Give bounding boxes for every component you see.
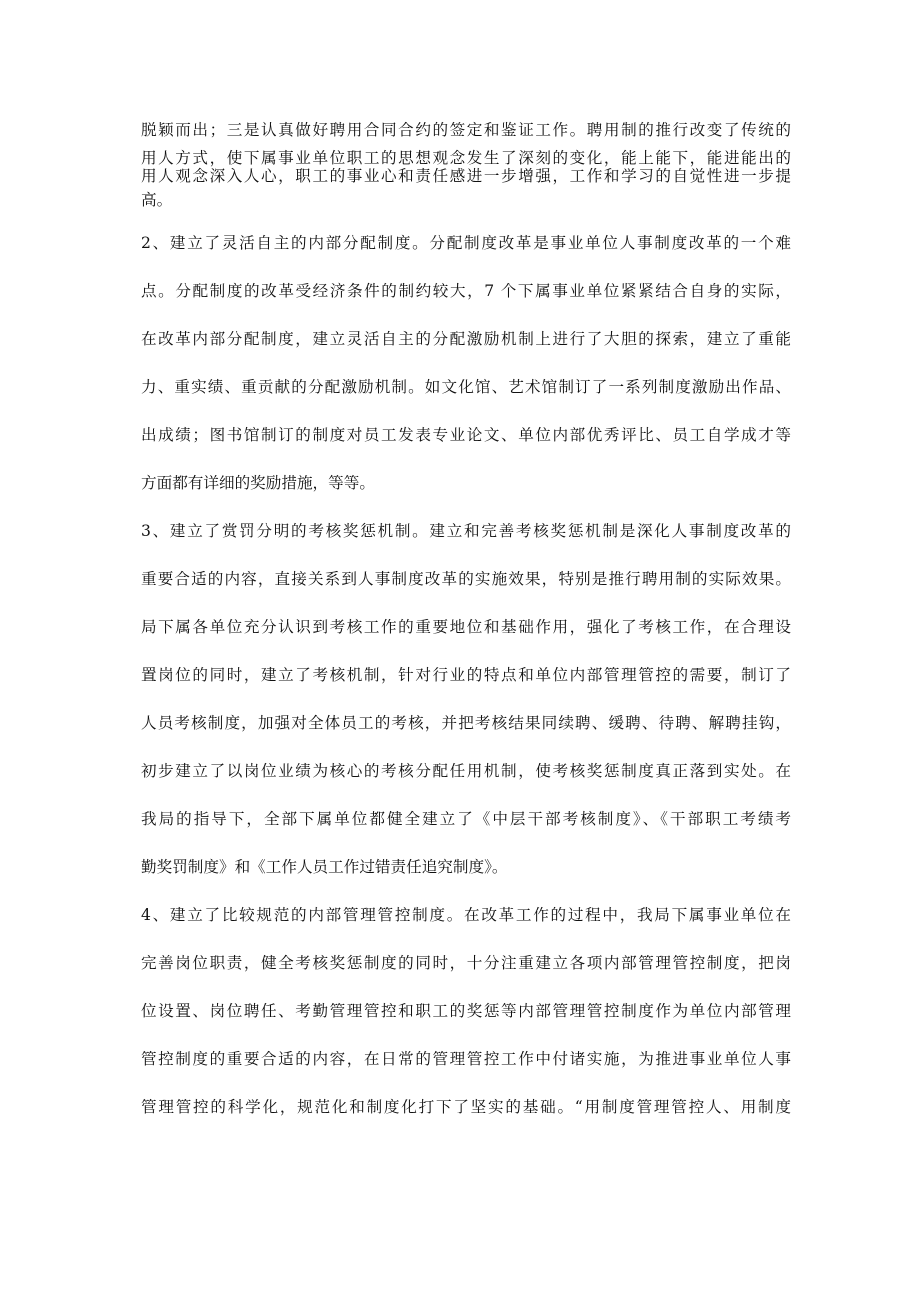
text-line: 3、建立了赏罚分明的考核奖惩机制。建立和完善考核奖惩机制是深化人事制度改革的 (141, 522, 791, 540)
text-line: 力、重实绩、重贡献的分配激励机制。如文化馆、艺术馆制订了一系列制度激励出作品、 (141, 378, 791, 396)
text-line: 脱颖而出；三是认真做好聘用合同合约的签定和鉴证工作。聘用制的推行改变了传统的 (141, 121, 791, 139)
text-line: 我局的指导下，全部下属单位都健全建立了《中层干部考核制度》、《干部职工考绩考 (141, 810, 791, 828)
text-line: 用人观念深入人心，职工的事业心和责任感进一步增强，工作和学习的自觉性进一步提 (141, 167, 791, 185)
text-line: 在改革内部分配制度，建立灵活自主的分配激励机制上进行了大胆的探索，建立了重能 (141, 330, 791, 348)
text-line: 置岗位的同时，建立了考核机制，针对行业的特点和单位内部管理管控的需要，制订了 (141, 666, 791, 684)
text-line: 高。 (141, 191, 173, 209)
text-line: 位设置、岗位聘任、考勤管理管控和职工的奖惩等内部管理管控制度作为单位内部管理 (141, 1002, 791, 1020)
text-line: 勤奖罚制度》和《工作人员工作过错责任追究制度》。 (141, 858, 508, 876)
text-line: 4、建立了比较规范的内部管理管控制度。在改革工作的过程中，我局下属事业单位在 (141, 906, 791, 924)
text-line: 局下属各单位充分认识到考核工作的重要地位和基础作用，强化了考核工作，在合理设 (141, 618, 791, 636)
text-line: 用人方式，使下属事业单位职工的思想观念发生了深刻的变化，能上能下，能进能出的 (141, 149, 791, 167)
text-line: 管理管控的科学化，规范化和制度化打下了坚实的基础。“用制度管理管控人、用制度 (141, 1098, 791, 1116)
text-line: 重要合适的内容，直接关系到人事制度改革的实施效果，特别是推行聘用制的实际效果。 (141, 570, 791, 588)
text-line: 方面都有详细的奖励措施，等等。 (141, 474, 375, 492)
text-line: 出成绩；图书馆制订的制度对员工发表专业论文、单位内部优秀评比、员工自学成才等 (141, 426, 791, 444)
text-line: 初步建立了以岗位业绩为核心的考核分配任用机制，使考核奖惩制度真正落到实处。在 (141, 762, 791, 780)
text-line: 管控制度的重要合适的内容，在日常的管理管控工作中付诸实施，为推进事业单位人事 (141, 1050, 791, 1068)
text-line: 完善岗位职责，健全考核奖惩制度的同时，十分注重建立各项内部管理管控制度，把岗 (141, 954, 791, 972)
text-line: 人员考核制度，加强对全体员工的考核，并把考核结果同续聘、缓聘、待聘、解聘挂钩， (141, 714, 791, 732)
text-line: 点。分配制度的改革受经济条件的制约较大，7 个下属事业单位紧紧结合自身的实际， (141, 282, 791, 300)
text-line: 2、建立了灵活自主的内部分配制度。分配制度改革是事业单位人事制度改革的一个难 (141, 234, 791, 252)
